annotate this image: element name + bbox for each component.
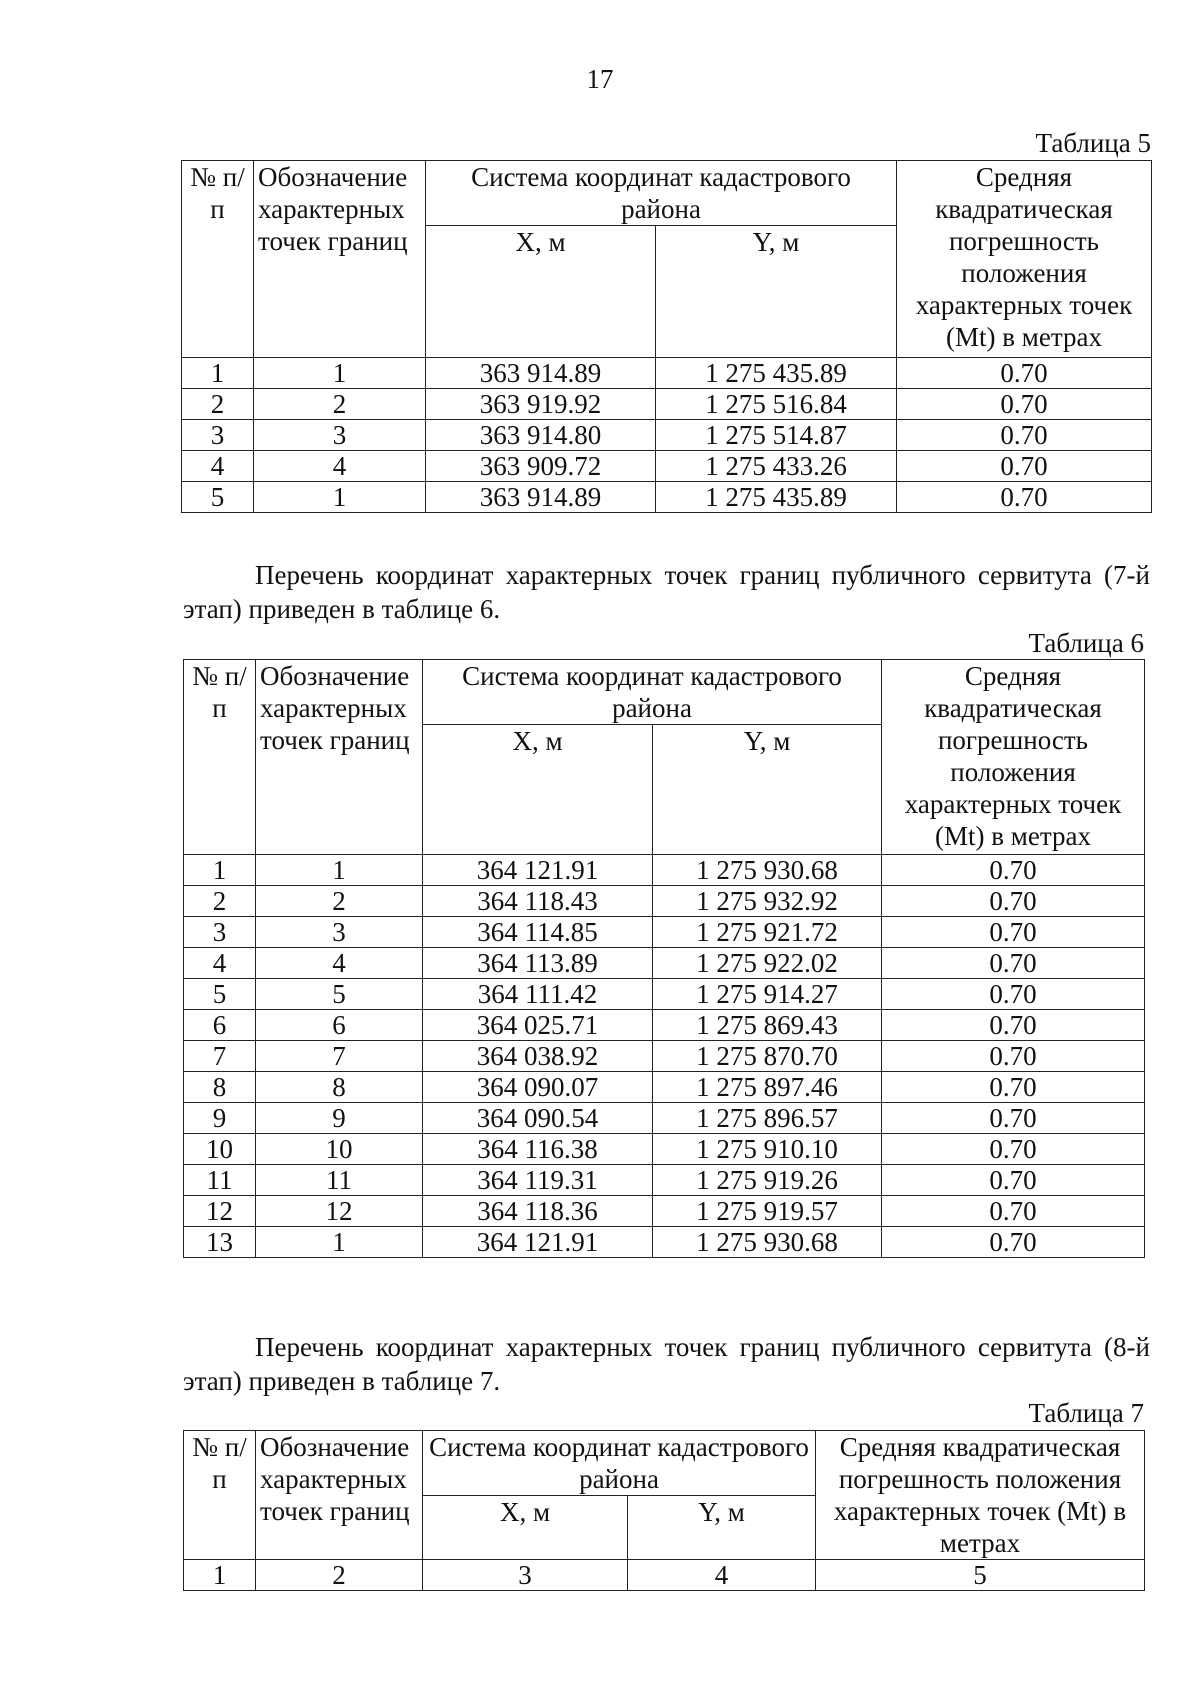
table5-header-x: X, м — [426, 226, 656, 358]
table-row — [184, 948, 1145, 979]
point-designation: 2 — [256, 886, 423, 917]
table6-header-x: X, м — [423, 725, 653, 855]
table7-header-num: № п/п — [184, 1431, 256, 1560]
table6-header-system: Система координат кадастрового района — [423, 660, 882, 725]
table-row — [182, 451, 1152, 482]
y-coordinate: 1 275 919.57 — [653, 1196, 882, 1227]
table-row — [182, 389, 1152, 420]
table7-header-designation: Обозначение характерных точек границ — [256, 1431, 423, 1560]
table7-header-x: X, м — [423, 1496, 628, 1560]
table7 — [183, 1430, 1145, 1591]
y-coordinate: 1 275 932.92 — [653, 886, 882, 917]
error-mt: 0.70 — [882, 917, 1145, 948]
x-coordinate: 363 909.72 — [426, 451, 656, 482]
table7-header-y: Y, м — [628, 1496, 816, 1560]
y-coordinate: 1 275 435.89 — [656, 358, 897, 389]
table-row — [184, 1103, 1145, 1134]
table5-caption: Таблица 5 — [1035, 128, 1151, 158]
error-mt: 0.70 — [897, 451, 1152, 482]
row-number: 5 — [182, 482, 254, 513]
y-coordinate: 1 275 896.57 — [653, 1103, 882, 1134]
x-coordinate: 364 114.85 — [423, 917, 653, 948]
point-designation: 1 — [254, 482, 426, 513]
table-row — [182, 482, 1152, 513]
error-mt: 0.70 — [882, 979, 1145, 1010]
y-coordinate: 1 275 897.46 — [653, 1072, 882, 1103]
table5-header-y: Y, м — [656, 226, 897, 358]
table5-header-designation: Обозначение характерных точек границ — [254, 161, 426, 358]
row-number: 3 — [182, 420, 254, 451]
x-coordinate: 364 025.71 — [423, 1010, 653, 1041]
table7-caption: Таблица 7 — [1028, 1398, 1144, 1428]
y-coordinate: 1 275 870.70 — [653, 1041, 882, 1072]
point-designation: 7 — [256, 1041, 423, 1072]
row-number: 8 — [184, 1072, 256, 1103]
x-coordinate: 364 116.38 — [423, 1134, 653, 1165]
error-mt: 0.70 — [882, 1165, 1145, 1196]
table-row — [184, 1165, 1145, 1196]
point-designation: 3 — [256, 917, 423, 948]
row-number: 2 — [184, 886, 256, 917]
table6-header-num: № п/п — [184, 660, 256, 855]
y-coordinate: 1 275 514.87 — [656, 420, 897, 451]
row-number: 2 — [182, 389, 254, 420]
point-designation: 4 — [256, 948, 423, 979]
table5-header-system: Система координат кадастрового района — [426, 161, 897, 226]
paragraph-table7-intro — [183, 1330, 1150, 1398]
row-number: 6 — [184, 1010, 256, 1041]
table7-colnum-1: 1 — [184, 1560, 256, 1591]
point-designation: 6 — [256, 1010, 423, 1041]
x-coordinate: 363 914.89 — [426, 482, 656, 513]
x-coordinate: 364 113.89 — [423, 948, 653, 979]
table6-caption: Таблица 6 — [1028, 628, 1144, 658]
table-row — [184, 1041, 1145, 1072]
table5-body — [182, 358, 1152, 513]
y-coordinate: 1 275 930.68 — [653, 855, 882, 886]
error-mt: 0.70 — [882, 948, 1145, 979]
error-mt: 0.70 — [897, 482, 1152, 513]
y-coordinate: 1 275 516.84 — [656, 389, 897, 420]
table7-colnum-2: 2 — [256, 1560, 423, 1591]
error-mt: 0.70 — [882, 1041, 1145, 1072]
error-mt: 0.70 — [882, 1103, 1145, 1134]
error-mt: 0.70 — [882, 855, 1145, 886]
point-designation: 8 — [256, 1072, 423, 1103]
point-designation: 2 — [254, 389, 426, 420]
error-mt: 0.70 — [882, 1196, 1145, 1227]
x-coordinate: 363 914.89 — [426, 358, 656, 389]
row-number: 11 — [184, 1165, 256, 1196]
y-coordinate: 1 275 919.26 — [653, 1165, 882, 1196]
table7-colnum-4: 4 — [628, 1560, 816, 1591]
x-coordinate: 364 111.42 — [423, 979, 653, 1010]
row-number: 7 — [184, 1041, 256, 1072]
error-mt: 0.70 — [897, 420, 1152, 451]
point-designation: 4 — [254, 451, 426, 482]
row-number: 12 — [184, 1196, 256, 1227]
table6-header-designation: Обозначение характерных точек границ — [256, 660, 423, 855]
point-designation: 9 — [256, 1103, 423, 1134]
table-row — [184, 1196, 1145, 1227]
table5-header-error: Средняя квадратическая погрешность положения характерных точек (Mt) в метрах — [897, 161, 1152, 358]
y-coordinate: 1 275 433.26 — [656, 451, 897, 482]
table-row — [184, 917, 1145, 948]
point-designation: 1 — [254, 358, 426, 389]
point-designation: 1 — [256, 855, 423, 886]
error-mt: 0.70 — [882, 1227, 1145, 1258]
x-coordinate: 363 919.92 — [426, 389, 656, 420]
y-coordinate: 1 275 914.27 — [653, 979, 882, 1010]
table-row — [184, 855, 1145, 886]
table7-number-row — [184, 1560, 1145, 1591]
table-row — [184, 1010, 1145, 1041]
table-row — [184, 979, 1145, 1010]
error-mt: 0.70 — [897, 389, 1152, 420]
row-number: 1 — [184, 855, 256, 886]
table6-body — [184, 855, 1145, 1258]
row-number: 5 — [184, 979, 256, 1010]
point-designation: 3 — [254, 420, 426, 451]
table6 — [183, 659, 1145, 1258]
error-mt: 0.70 — [882, 1010, 1145, 1041]
y-coordinate: 1 275 922.02 — [653, 948, 882, 979]
table7-header-error: Средняя квадратическая погрешность положения характерных точек (Mt) в метрах — [816, 1431, 1145, 1560]
x-coordinate: 364 090.54 — [423, 1103, 653, 1134]
x-coordinate: 364 118.43 — [423, 886, 653, 917]
table-row — [184, 1134, 1145, 1165]
table7-header-system: Система координат кадастрового района — [423, 1431, 816, 1496]
table7-colnum-3: 3 — [423, 1560, 628, 1591]
y-coordinate: 1 275 921.72 — [653, 917, 882, 948]
point-designation: 1 — [256, 1227, 423, 1258]
page-number: 17 — [586, 64, 614, 94]
y-coordinate: 1 275 910.10 — [653, 1134, 882, 1165]
point-designation: 10 — [256, 1134, 423, 1165]
table6-header-y: Y, м — [653, 725, 882, 855]
table-row — [184, 1227, 1145, 1258]
y-coordinate: 1 275 930.68 — [653, 1227, 882, 1258]
point-designation: 5 — [256, 979, 423, 1010]
x-coordinate: 364 038.92 — [423, 1041, 653, 1072]
y-coordinate: 1 275 869.43 — [653, 1010, 882, 1041]
error-mt: 0.70 — [882, 886, 1145, 917]
y-coordinate: 1 275 435.89 — [656, 482, 897, 513]
row-number: 4 — [184, 948, 256, 979]
error-mt: 0.70 — [882, 1072, 1145, 1103]
row-number: 10 — [184, 1134, 256, 1165]
paragraph-table7-text: Перечень координат характерных точек границ публичного сервитута (8-й этап) приведен в таблице 7. — [183, 1332, 1150, 1396]
error-mt: 0.70 — [897, 358, 1152, 389]
x-coordinate: 364 121.91 — [423, 1227, 653, 1258]
paragraph-table6-text: Перечень координат характерных точек границ публичного сервитута (7-й этап) приведен в таблице 6. — [183, 560, 1150, 624]
point-designation: 11 — [256, 1165, 423, 1196]
table-row — [182, 420, 1152, 451]
row-number: 1 — [182, 358, 254, 389]
table-row — [184, 886, 1145, 917]
x-coordinate: 364 119.31 — [423, 1165, 653, 1196]
row-number: 13 — [184, 1227, 256, 1258]
row-number: 4 — [182, 451, 254, 482]
x-coordinate: 364 121.91 — [423, 855, 653, 886]
table7-colnum-5: 5 — [816, 1560, 1145, 1591]
table-row — [184, 1072, 1145, 1103]
table6-header-error: Средняя квадратическая погрешность положения характерных точек (Mt) в метрах — [882, 660, 1145, 855]
row-number: 3 — [184, 917, 256, 948]
paragraph-table6-intro — [183, 558, 1150, 626]
table-row — [182, 358, 1152, 389]
point-designation: 12 — [256, 1196, 423, 1227]
x-coordinate: 363 914.80 — [426, 420, 656, 451]
x-coordinate: 364 090.07 — [423, 1072, 653, 1103]
x-coordinate: 364 118.36 — [423, 1196, 653, 1227]
table5-header-num: № п/п — [182, 161, 254, 358]
row-number: 9 — [184, 1103, 256, 1134]
table5 — [181, 160, 1152, 513]
error-mt: 0.70 — [882, 1134, 1145, 1165]
